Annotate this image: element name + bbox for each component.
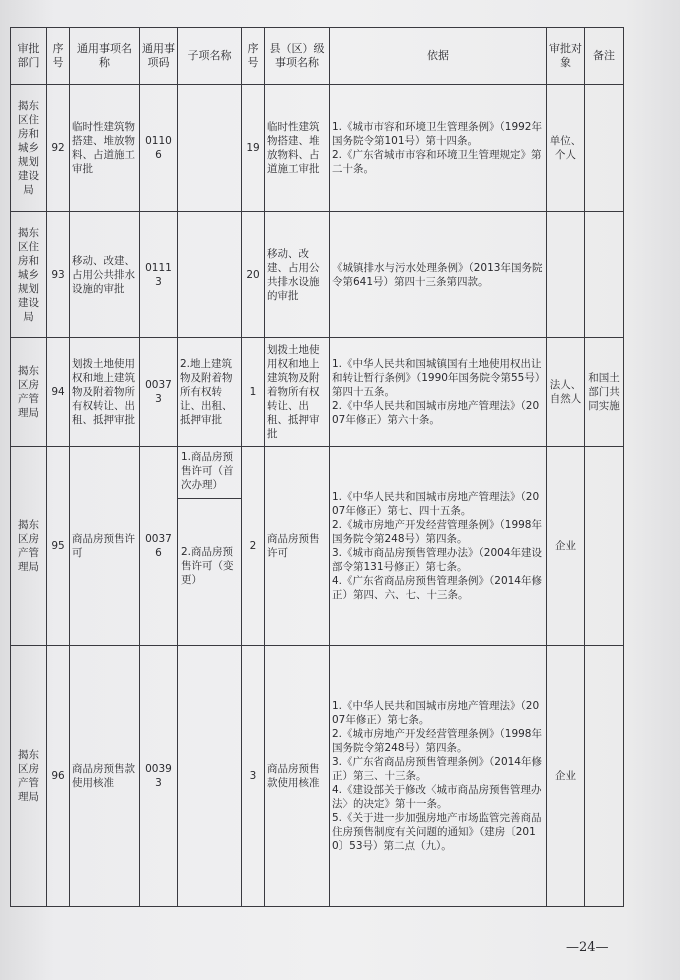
header-county: 县（区）级事项名称 — [265, 28, 330, 85]
cell-county: 移动、改建、占用公共排水设施的审批 — [265, 212, 330, 338]
basis-line: 1.《中华人民共和国城市房地产管理法》（2007年修正）第七、四十五条。 — [332, 491, 540, 517]
cell-target: 企业 — [547, 447, 585, 646]
table-row — [11, 646, 624, 907]
header-code: 通用事项码 — [140, 28, 178, 85]
cell-no: 95 — [47, 447, 70, 646]
cell-code: 01106 — [140, 85, 178, 212]
cell-code: 00376 — [140, 447, 178, 646]
basis-line: 2.《中华人民共和国城市房地产管理法》（2007年修正）第六十条。 — [332, 400, 540, 426]
basis-line: 1.《城市市容和环境卫生管理条例》（1992年国务院令第101号）第十四条。 — [332, 121, 542, 147]
cell-target: 法人、自然人 — [547, 338, 585, 447]
header-target: 审批对象 — [547, 28, 585, 85]
cell-code: 00393 — [140, 646, 178, 907]
cell-basis — [330, 212, 547, 338]
cell-basis — [330, 646, 547, 907]
cell-dept: 揭东区房产管理局 — [11, 338, 47, 447]
table-row — [11, 212, 624, 338]
cell-item: 临时性建筑物搭建、堆放物料、占道施工审批 — [70, 85, 140, 212]
cell-sub — [178, 85, 242, 212]
cell-item: 移动、改建、占用公共排水设施的审批 — [70, 212, 140, 338]
cell-county: 划拨土地使用权和地上建筑物及附着物所有权转让、出租、抵押审批 — [265, 338, 330, 447]
basis-line: 2.《城市房地产开发经营管理条例》（1998年国务院令第248号）第四条。 — [332, 728, 542, 754]
cell-note — [585, 646, 624, 907]
cell-no: 94 — [47, 338, 70, 447]
cell-dept: 揭东区住房和城乡规划建设局 — [11, 85, 47, 212]
basis-line: 1.《中华人民共和国城市房地产管理法》（2007年修正）第七条。 — [332, 700, 540, 726]
basis-line: 3.《城市商品房预售管理办法》（2004年建设部令第131号修正）第七条。 — [332, 547, 542, 573]
table-row — [11, 338, 624, 447]
cell-county: 商品房预售款使用核准 — [265, 646, 330, 907]
basis-line: 2.《广东省城市市容和环境卫生管理规定》第二十条。 — [332, 149, 542, 175]
cell-code: 00373 — [140, 338, 178, 447]
table-header-row — [11, 28, 624, 85]
cell-code: 01113 — [140, 212, 178, 338]
header-basis: 依据 — [330, 28, 547, 85]
cell-no: 93 — [47, 212, 70, 338]
cell-sub — [178, 447, 242, 646]
cell-note — [585, 212, 624, 338]
basis-line: 4.《建设部关于修改〈城市商品房预售管理办法〉的决定》第十一条。 — [332, 784, 542, 810]
basis-line: 5.《关于进一步加强房地产市场监管完善商品住房预售制度有关问题的通知》（建房〔2010〕53号）第二点（九）。 — [332, 812, 542, 852]
cell-target: 单位、个人 — [547, 85, 585, 212]
cell-dept: 揭东区住房和城乡规划建设局 — [11, 212, 47, 338]
cell-county: 临时性建筑物搭建、堆放物料、占道施工审批 — [265, 85, 330, 212]
cell-sub — [178, 212, 242, 338]
cell-item: 商品房预售许可 — [70, 447, 140, 646]
sub-item-first: 1.商品房预售许可（首次办理） — [178, 447, 241, 499]
table-row — [11, 85, 624, 212]
cell-no: 96 — [47, 646, 70, 907]
cell-item: 商品房预售款使用核准 — [70, 646, 140, 907]
cell-basis — [330, 338, 547, 447]
basis-line: 4.《广东省商品房预售管理条例》（2014年修正）第四、六、七、十三条。 — [332, 575, 542, 601]
cell-county: 商品房预售许可 — [265, 447, 330, 646]
cell-no: 92 — [47, 85, 70, 212]
cell-sub — [178, 646, 242, 907]
basis-line: 1.《中华人民共和国城镇国有土地使用权出让和转让暂行条例》（1990年国务院令第55号）第四十五条。 — [332, 358, 542, 398]
cell-note — [585, 447, 624, 646]
page-number: —24— — [566, 940, 609, 955]
cell-note: 和国土部门共同实施 — [585, 338, 624, 447]
cell-sub: 2.地上建筑物及附着物所有权转让、出租、抵押审批 — [178, 338, 242, 447]
cell-item: 划拨土地使用权和地上建筑物及附着物所有权转让、出租、抵押审批 — [70, 338, 140, 447]
cell-dept: 揭东区房产管理局 — [11, 447, 47, 646]
sub-item-change: 2.商品房预售许可（变更） — [181, 546, 234, 586]
header-dept: 审批部门 — [11, 28, 47, 85]
basis-line: 3.《广东省商品房预售管理条例》（2014年修正）第三、十三条。 — [332, 756, 542, 782]
cell-basis — [330, 447, 547, 646]
cell-basis — [330, 85, 547, 212]
cell-subno: 20 — [242, 212, 265, 338]
header-subno: 序号 — [242, 28, 265, 85]
header-note: 备注 — [585, 28, 624, 85]
header-item: 通用事项名称 — [70, 28, 140, 85]
cell-note — [585, 85, 624, 212]
cell-subno: 2 — [242, 447, 265, 646]
cell-subno: 1 — [242, 338, 265, 447]
header-no: 序号 — [47, 28, 70, 85]
cell-subno: 3 — [242, 646, 265, 907]
cell-target — [547, 212, 585, 338]
approval-items-table — [10, 27, 624, 907]
table-row — [11, 447, 624, 646]
basis-line: 《城镇排水与污水处理条例》（2013年国务院令第641号）第四十三条第四款。 — [332, 261, 543, 288]
header-sub: 子项名称 — [178, 28, 242, 85]
basis-line: 2.《城市房地产开发经营管理条例》（1998年国务院令第248号）第四条。 — [332, 519, 542, 545]
cell-dept: 揭东区房产管理局 — [11, 646, 47, 907]
cell-target: 企业 — [547, 646, 585, 907]
cell-subno: 19 — [242, 85, 265, 212]
